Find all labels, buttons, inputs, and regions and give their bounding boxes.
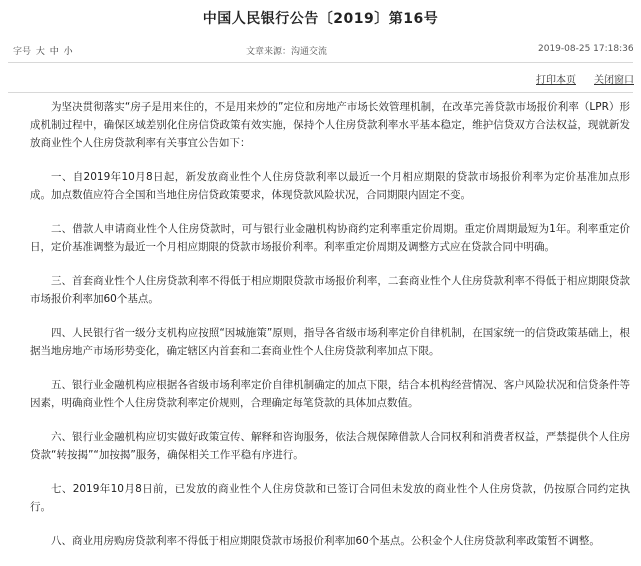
font-size-large-link[interactable]: 大	[35, 47, 45, 57]
toolbar-divider	[8, 92, 633, 93]
article-source: 文章来源：沟通交流	[246, 47, 328, 57]
announcement-body	[30, 98, 630, 566]
font-size-small-link[interactable]: 小	[63, 47, 73, 57]
clause-2: 二、借款人申请商业性个人住房贷款时，可与银行业金融机构协商约定利率重定价周期。重定价周期最短为1年。利率重定价日，定价基准调整为最近一个月相应期限的贷款市场报价利率。利率重定价周期及调整方式应在贷款合同中明确。	[30, 223, 630, 253]
font-size-medium-link[interactable]: 中	[49, 47, 59, 57]
clause-6: 六、银行业金融机构应切实做好政策宣传、解释和咨询服务，依法合规保障借款人合同权利和消费者权益，严禁提供个人住房贷款“转按揭”“加按揭”服务，确保相关工作平稳有序进行。	[30, 431, 630, 461]
header-divider	[8, 62, 633, 63]
print-page-link[interactable]: 打印本页	[536, 75, 576, 86]
clause-3: 三、首套商业性个人住房贷款利率不得低于相应期限贷款市场报价利率，二套商业性个人住房贷款利率不得低于相应期限贷款市场报价利率加60个基点。	[30, 275, 630, 305]
clause-1: 一、自2019年10月8日起，新发放商业性个人住房贷款利率以最近一个月相应期限的贷款市场报价利率为定价基准加点形成。加点数值应符合全国和当地住房信贷政策要求，体现贷款风险状况，合同期限内固定不变。	[30, 171, 630, 201]
clause-5: 五、银行业金融机构应根据各省级市场利率定价自律机制确定的加点下限，结合本机构经营情况、客户风险状况和信贷条件等因素，明确商业性个人住房贷款利率定价规则，合理确定每笔贷款的具体加点数值。	[30, 379, 630, 409]
publish-datetime: 2019-08-25 17:18:36	[538, 44, 634, 54]
font-size-selector	[13, 44, 73, 57]
intro-paragraph: 为坚决贯彻落实“房子是用来住的，不是用来炒的”定位和房地产市场长效管理机制，在改革完善贷款市场报价利率（LPR）形成机制过程中，确保区域差别化住房信贷政策有效实施，保持个人住房贷款利率水平基本稳定，维护信贷双方合法权益，现就新发放商业性个人住房贷款利率有关事宜公告如下：	[30, 101, 630, 149]
page-title: 中国人民银行公告〔2019〕第16号	[202, 11, 439, 27]
clause-4: 四、人民银行省一级分支机构应按照“因城施策”原则，指导各省级市场利率定价自律机制，在国家统一的信贷政策基础上，根据当地房地产市场形势变化，确定辖区内首套和二套商业性个人住房贷款利率加点下限。	[30, 327, 630, 357]
close-window-link[interactable]: 关闭窗口	[594, 75, 634, 86]
font-size-label: 字号	[13, 47, 32, 57]
clause-7: 七、2019年10月8日前，已发放的商业性个人住房贷款和已签订合同但未发放的商业性个人住房贷款，仍按原合同约定执行。	[30, 483, 630, 513]
clause-8: 八、商业用房购房贷款利率不得低于相应期限贷款市场报价利率加60个基点。公积金个人住房贷款利率政策暂不调整。	[51, 535, 600, 547]
